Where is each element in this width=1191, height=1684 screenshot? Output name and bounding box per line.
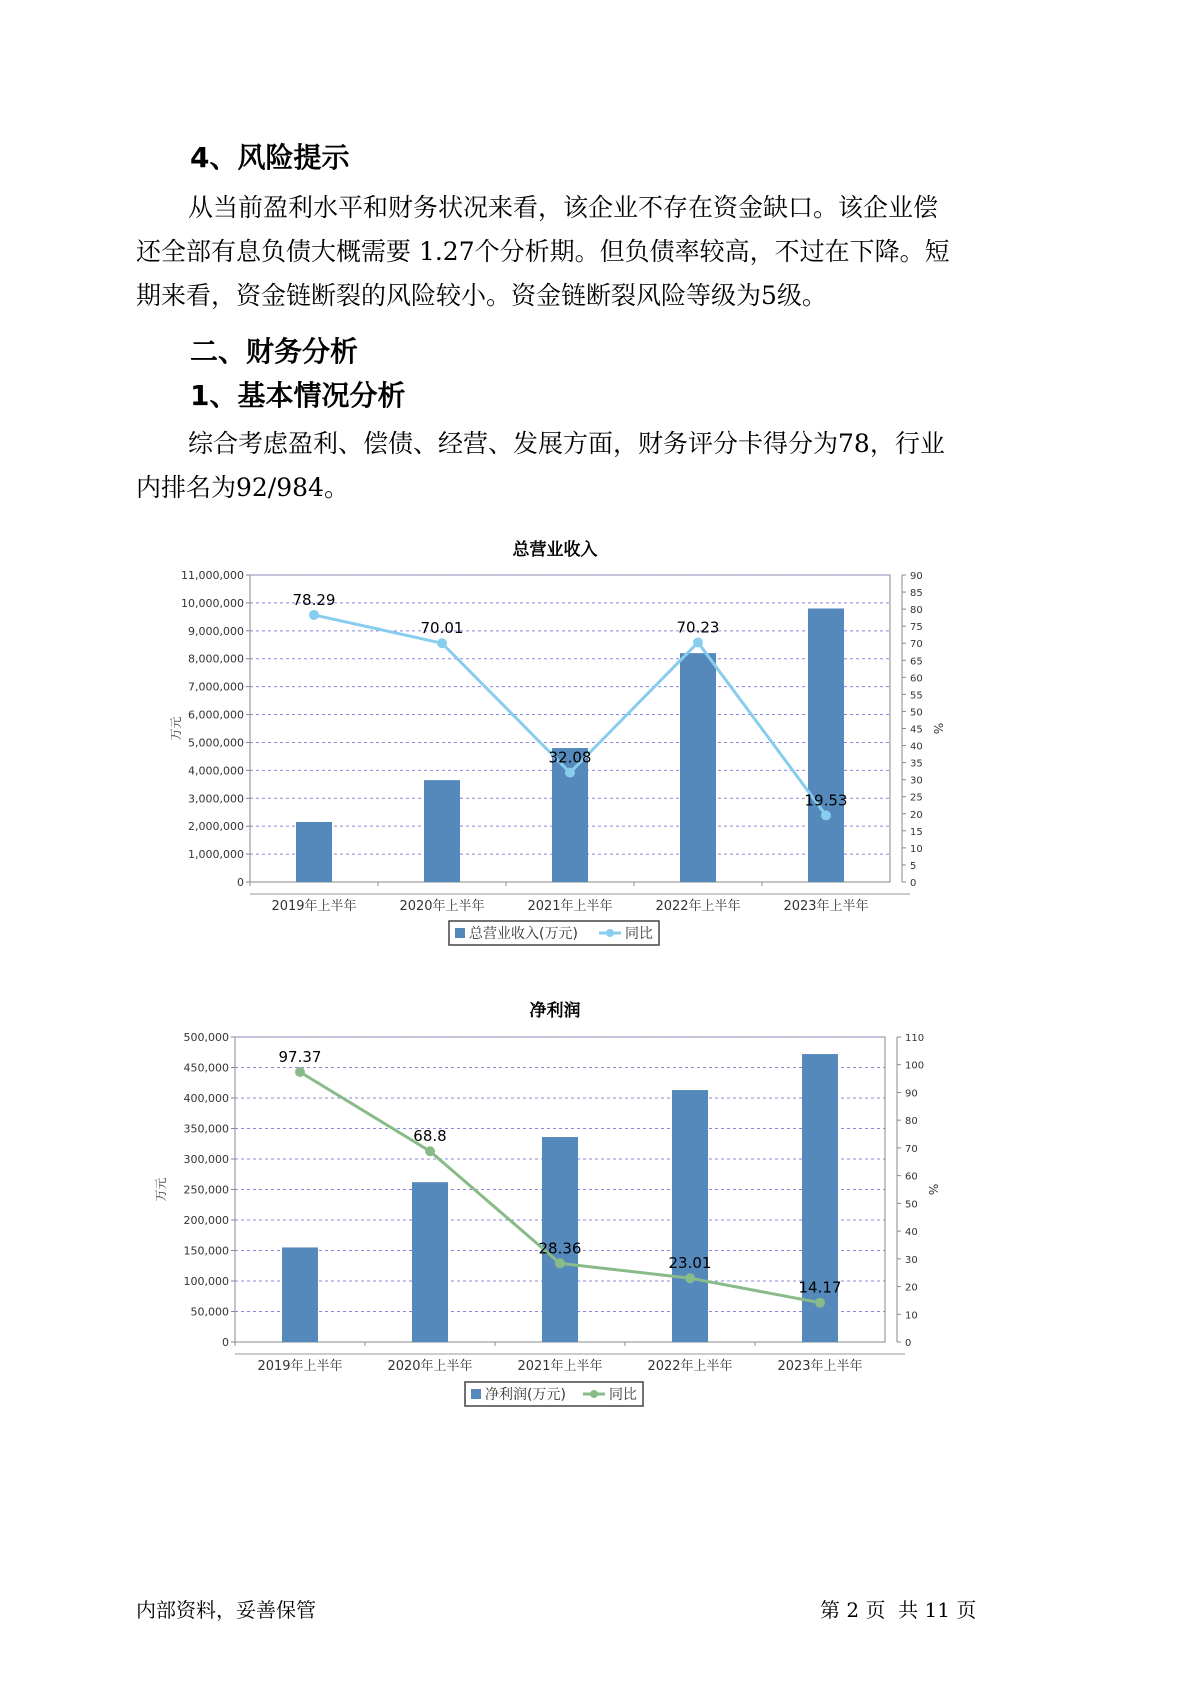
y-tick-label: 8,000,000 <box>188 652 244 666</box>
footer-confidential: 内部资料，妥善保管 <box>136 1598 316 1622</box>
y-tick-label: 250,000 <box>183 1183 229 1197</box>
y2-tick-label: 50 <box>905 1199 918 1211</box>
y2-tick-label: 35 <box>910 758 923 770</box>
y2-axis-label: % <box>931 722 945 735</box>
y2-tick-label: 10 <box>910 843 923 855</box>
yoy-data-label: 97.37 <box>278 1048 322 1067</box>
x-tick-label: 2020年上半年 <box>399 899 485 914</box>
yoy-point <box>685 1273 695 1283</box>
legend-bar-swatch <box>455 928 465 938</box>
y2-tick-label: 15 <box>910 826 923 838</box>
legend-line-label: 同比 <box>609 1387 637 1403</box>
section-heading-financial: 二、财务分析 <box>190 335 359 368</box>
y2-tick-label: 60 <box>905 1171 918 1183</box>
y2-tick-label: 0 <box>910 878 917 889</box>
y2-tick-label: 20 <box>910 809 923 821</box>
yoy-data-label: 32.08 <box>548 748 592 767</box>
bar <box>808 608 844 882</box>
y-tick-label: 50,000 <box>190 1305 229 1319</box>
y2-tick-label: 0 <box>905 1338 912 1349</box>
y2-tick-label: 20 <box>905 1282 918 1294</box>
yoy-point <box>693 637 703 647</box>
basic-paragraph <box>136 422 1036 510</box>
y2-axis-label: % <box>926 1183 940 1196</box>
y2-tick-label: 90 <box>905 1088 918 1100</box>
y-tick-label: 3,000,000 <box>188 792 244 806</box>
x-tick-label: 2020年上半年 <box>387 1359 473 1374</box>
y-tick-label: 1,000,000 <box>188 848 244 862</box>
bar <box>680 653 716 882</box>
y-tick-label: 9,000,000 <box>188 624 244 638</box>
yoy-data-label: 23.01 <box>668 1254 712 1273</box>
revenue-chart <box>0 560 1191 980</box>
x-tick-label: 2021年上半年 <box>527 899 613 914</box>
y2-tick-label: 110 <box>905 1033 925 1044</box>
y2-tick-label: 75 <box>910 622 923 634</box>
yoy-data-label: 68.8 <box>413 1127 447 1146</box>
legend-bar-label: 净利润(万元) <box>485 1387 566 1403</box>
y2-tick-label: 40 <box>905 1227 918 1239</box>
yoy-point <box>565 768 575 778</box>
y2-tick-label: 50 <box>910 707 923 719</box>
section-heading-risk: 4、风险提示 <box>190 141 350 174</box>
y-tick-label: 6,000,000 <box>188 708 244 722</box>
y-tick-label: 200,000 <box>183 1214 229 1227</box>
y2-tick-label: 80 <box>905 1116 918 1128</box>
chart1-title: 总营业收入 <box>512 540 598 560</box>
basic-line-1: 综合考虑盈利、偿债、经营、发展方面，财务评分卡得分为78，行业 <box>188 429 945 458</box>
risk-line-3: 期来看，资金链断裂的风险较小。资金链断裂风险等级为5级。 <box>136 281 827 310</box>
y-tick-label: 100,000 <box>183 1275 229 1288</box>
legend-line-label: 同比 <box>625 926 653 942</box>
y2-tick-label: 25 <box>910 792 923 804</box>
y2-tick-label: 80 <box>910 605 923 617</box>
y2-tick-label: 30 <box>905 1254 918 1266</box>
yoy-data-label: 70.23 <box>676 618 720 637</box>
y-tick-label: 500,000 <box>183 1031 229 1044</box>
y-tick-label: 450,000 <box>183 1061 229 1075</box>
yoy-data-label: 78.29 <box>292 590 336 609</box>
y2-tick-label: 45 <box>910 724 923 736</box>
y-axis-label: 万元 <box>169 716 183 741</box>
yoy-point <box>815 1298 825 1308</box>
risk-line-2: 还全部有息负债大概需要 1.27个分析期。但负债率较高，不过在下降。短 <box>136 237 950 266</box>
footer-page-number: 第 2 页 共 11 页 <box>820 1598 977 1622</box>
yoy-data-label: 19.53 <box>804 791 848 810</box>
y2-tick-label: 40 <box>910 741 923 753</box>
bar <box>282 1247 318 1342</box>
y-tick-label: 7,000,000 <box>188 680 244 694</box>
y-axis-label: 万元 <box>154 1177 168 1202</box>
yoy-data-label: 70.01 <box>420 619 464 638</box>
section-heading-basic: 1、基本情况分析 <box>190 379 406 412</box>
legend-line-marker <box>590 1390 598 1398</box>
yoy-point <box>309 610 319 620</box>
y-tick-label: 5,000,000 <box>188 736 244 750</box>
y-tick-label: 2,000,000 <box>188 820 244 834</box>
x-tick-label: 2019年上半年 <box>271 899 357 914</box>
yoy-point <box>295 1067 305 1077</box>
legend-line-marker <box>606 929 614 937</box>
y2-tick-label: 10 <box>905 1310 918 1322</box>
x-tick-label: 2023年上半年 <box>783 899 869 914</box>
y2-tick-label: 5 <box>910 860 917 872</box>
risk-paragraph <box>136 186 1036 318</box>
basic-line-2: 内排名为92/984。 <box>136 473 349 502</box>
yoy-point <box>821 810 831 820</box>
x-tick-label: 2023年上半年 <box>777 1359 863 1374</box>
y-tick-label: 350,000 <box>183 1122 229 1136</box>
y2-tick-label: 70 <box>905 1143 918 1155</box>
y2-tick-label: 85 <box>910 588 923 600</box>
bar <box>296 822 332 882</box>
y2-tick-label: 100 <box>905 1060 925 1072</box>
legend-bar-label: 总营业收入(万元) <box>469 926 578 942</box>
y-tick-label: 0 <box>237 876 244 889</box>
yoy-point <box>555 1258 565 1268</box>
y2-tick-label: 60 <box>910 673 923 685</box>
y-tick-label: 4,000,000 <box>188 764 244 778</box>
yoy-data-label: 14.17 <box>798 1278 842 1297</box>
y-tick-label: 150,000 <box>183 1244 229 1258</box>
yoy-point <box>437 638 447 648</box>
y-tick-label: 300,000 <box>183 1153 229 1166</box>
yoy-data-label: 28.36 <box>538 1239 582 1258</box>
x-tick-label: 2021年上半年 <box>517 1359 603 1374</box>
y2-tick-label: 90 <box>910 571 923 582</box>
y-tick-label: 10,000,000 <box>181 596 244 610</box>
x-tick-label: 2022年上半年 <box>647 1359 733 1374</box>
y-tick-label: 11,000,000 <box>181 569 244 582</box>
net-profit-chart <box>0 1020 1191 1440</box>
risk-line-1: 从当前盈利水平和财务状况来看，该企业不存在资金缺口。该企业偿 <box>188 193 939 222</box>
y-tick-label: 400,000 <box>183 1092 229 1105</box>
bar <box>412 1182 448 1342</box>
y2-tick-label: 55 <box>910 690 923 702</box>
y-tick-label: 0 <box>222 1336 229 1349</box>
x-tick-label: 2022年上半年 <box>655 899 741 914</box>
x-tick-label: 2019年上半年 <box>257 1359 343 1374</box>
bar <box>672 1090 708 1342</box>
y2-tick-label: 70 <box>910 639 923 651</box>
yoy-point <box>425 1146 435 1156</box>
chart2-title: 净利润 <box>529 1001 581 1021</box>
y2-tick-label: 65 <box>910 656 923 668</box>
legend-bar-swatch <box>471 1389 481 1399</box>
bar <box>424 780 460 882</box>
y2-tick-label: 30 <box>910 775 923 787</box>
